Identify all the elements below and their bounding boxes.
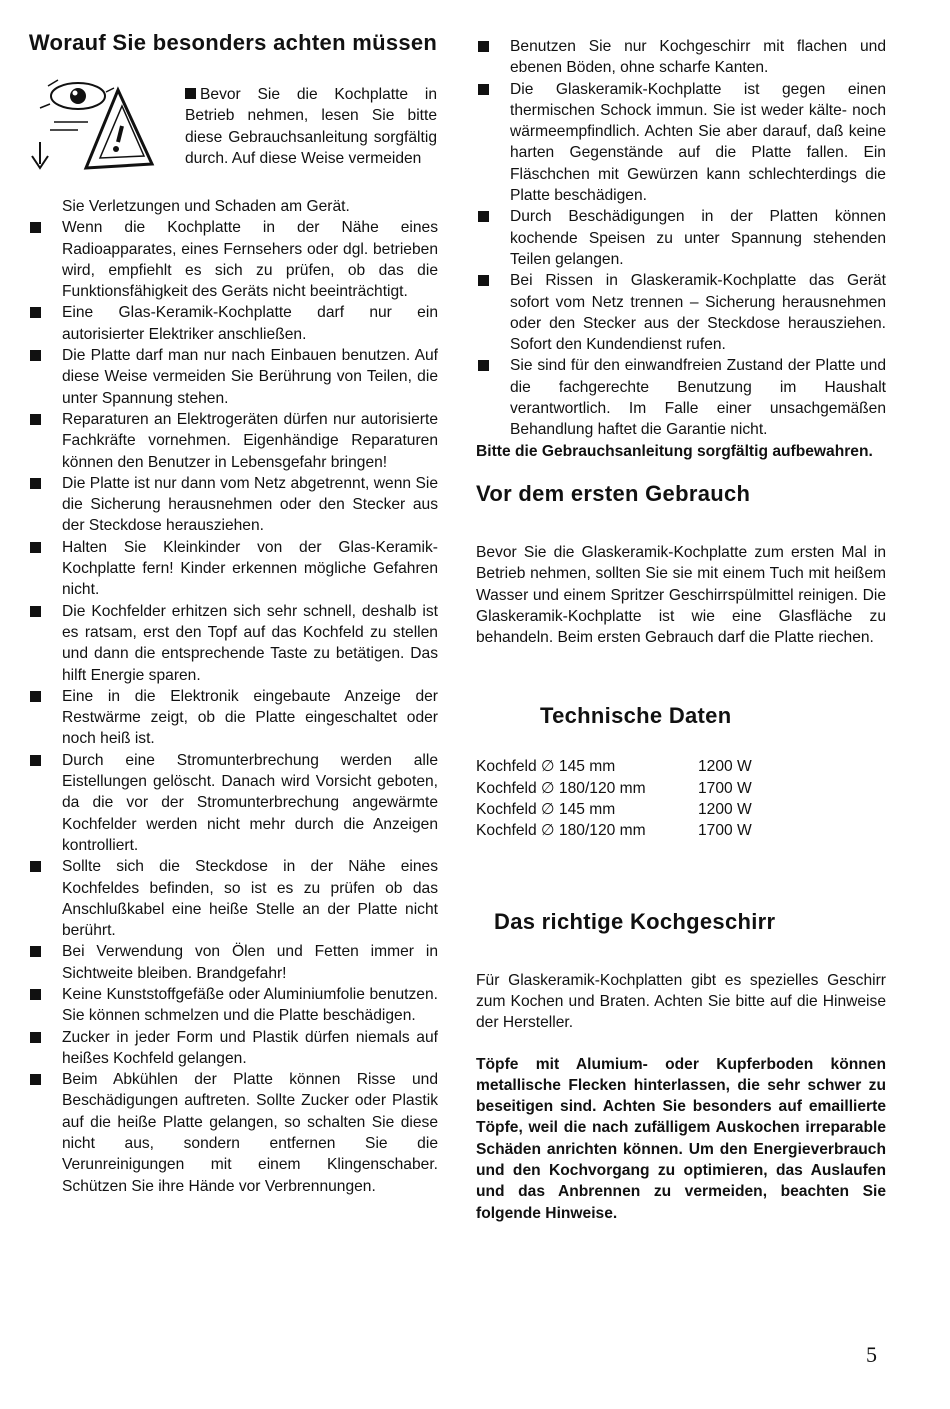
cookware-text: Für Glaskeramik-Kochplatten gibt es spezielles Geschirr zum Kochen und Braten. Achten Sie bitte auf die Hinweise der Hersteller.: [476, 971, 886, 1032]
square-bullet-icon: [30, 222, 41, 233]
list-item: Eine in die Elektronik eingebaute Anzeige der Restwärme zeigt, ob die Platte eingeschaltet oder noch heiß ist.: [28, 686, 438, 750]
square-bullet-icon: [185, 88, 196, 99]
list-item: Keine Kunststoffgefäße oder Aluminiumfolie benutzen. Sie können schmelzen und die Platte beschädigen.: [28, 984, 438, 1027]
square-bullet-icon: [30, 946, 41, 957]
tech-data-heading: Technische Daten: [540, 703, 732, 729]
cookware-heading: Das richtige Kochgeschirr: [494, 908, 776, 934]
square-bullet-icon: [30, 307, 41, 318]
square-bullet-icon: [30, 1032, 41, 1043]
list-item: Halten Sie Kleinkinder von der Glas-Keramik-Kochplatte fern! Kinder erkennen mögliche Gefahren nicht.: [28, 537, 438, 601]
list-item: Die Kochfelder erhitzen sich sehr schnell, deshalb ist es ratsam, erst den Topf auf das Kochfeld zu stellen und dann die entsprechende Taste zu betätigen. Das hilft Energie sparen.: [28, 601, 438, 686]
intro-tail: Sie Verletzungen und Schaden am Gerät.: [62, 198, 350, 215]
list-item: Bei Rissen in Glaskeramik-Kochplatte das Gerät sofort vom Netz trennen – Sicherung herausnehmen oder den Stecker aus der Steckdose herausziehen. Sofort den Kundendienst rufen.: [476, 270, 886, 355]
list-item: Eine Glas-Keramik-Kochplatte darf nur ein autorisierter Elektriker anschließen.: [28, 302, 438, 345]
square-bullet-icon: [30, 1074, 41, 1085]
intro-text: Bevor Sie die Kochplatte in Betrieb nehmen, lesen Sie bitte diese Gebrauchsanleitung sorgfältig durch. Auf diese Weise vermeiden: [185, 86, 437, 167]
square-bullet-icon: [478, 84, 489, 95]
right-bullet-list: [476, 36, 886, 441]
square-bullet-icon: [30, 691, 41, 702]
square-bullet-icon: [30, 542, 41, 553]
square-bullet-icon: [30, 350, 41, 361]
list-item: Die Glaskeramik-Kochplatte ist gegen einen thermischen Schock immun. Sie ist weder kälte- noch wärmeempfindlich. Achten Sie aber darauf, daß keine harten Gegenstände auf die Platte fallen. Ein Fläschchen mit Gewürzen kann schlechterdings die Platte beschädigen.: [476, 79, 886, 207]
square-bullet-icon: [478, 211, 489, 222]
list-item: Sollte sich die Steckdose in der Nähe eines Kochfeldes befinden, so ist es zu prüfen ob das Anschlußkabel eine heiße Stelle an der Platte nicht berührt.: [28, 856, 438, 941]
cookware-warning: Töpfe mit Alumium- oder Kupferboden können metallische Flecken hinterlassen, die sehr schwer zu beseitigen sind. Achten Sie besonders auf emaillierte Töpfe, weil die nach zufälligem Auskochen irreparable Schäden anrichten können. Um den Energieverbrauch und den Kochvorgang zu optimieren, das Auslaufen und das Anbrennen zu vermeiden, beachten Sie folgende Hinweise.: [476, 1055, 886, 1222]
list-item: Durch Beschädigungen in der Platten können kochende Speisen zu unter Spannung stehenden Teilen gelangen.: [476, 206, 886, 270]
list-item: Sie sind für den einwandfreien Zustand der Platte und die fachgerechte Benutzung im Haushalt verantwortlich. Im Falle einer unsachgemäßen Behandlung haftet die Garantie nicht.: [476, 355, 886, 440]
list-item: Durch eine Stromunterbrechung werden alle Eistellungen gelöscht. Danach wird Vorsicht geboten, da die vor der Stromunterbrechung angewärmte Kochfelder werden nicht mehr durch die Anzeigen kontrolliert.: [28, 750, 438, 856]
list-item: Die Platte ist nur dann vom Netz abgetrennt, wenn Sie die Sicherung herausnehmen oder den Stecker aus der Steckdose herausziehen.: [28, 473, 438, 537]
left-bullet-list: [28, 217, 438, 1197]
list-item: Wenn die Kochplatte in der Nähe eines Radioapparates, eines Fernsehers oder dgl. betrieben wird, empfiehlt es sich zu prüfen, ob das die Funktionsfähigkeit des Geräts nicht beeinträchtigt.: [28, 217, 438, 302]
square-bullet-icon: [30, 478, 41, 489]
first-use-text: Bevor Sie die Glaskeramik-Kochplatte zum ersten Mal in Betrieb nehmen, sollten Sie sie mit einem Tuch mit heißem Wasser und einem Spritzer Geschirrspülmittel reinigen. Die Glaskeramik-Kochplatte ist wie eine Glasfläche zu behandeln. Beim ersten Gebrauch darf die Platte riechen.: [476, 543, 886, 647]
spec-table: [476, 756, 886, 841]
table-row: Kochfeld ∅ 145 mm 1200 W: [476, 801, 752, 819]
eye-warning-triangle-icon: [28, 72, 158, 184]
page-number: 5: [866, 1342, 877, 1367]
list-item: Bei Verwendung von Ölen und Fetten immer in Sichtweite bleiben. Brandgefahr!: [28, 941, 438, 984]
square-bullet-icon: [30, 861, 41, 872]
square-bullet-icon: [30, 755, 41, 766]
keep-instructions-note: Bitte die Gebrauchsanleitung sorgfältig aufbewahren.: [476, 442, 873, 460]
first-use-heading: Vor dem ersten Gebrauch: [476, 480, 751, 506]
list-item: Zucker in jeder Form und Plastik dürfen niemals auf heißes Kochfeld gelangen.: [28, 1027, 438, 1070]
table-row: Kochfeld ∅ 180/120 mm 1700 W: [476, 779, 752, 797]
square-bullet-icon: [478, 41, 489, 52]
square-bullet-icon: [30, 989, 41, 1000]
list-item: Reparaturen an Elektrogeräten dürfen nur autorisierte Fachkräfte vornehmen. Eigenhändige Reparaturen können den Benutzer in Lebensgefahr bringen!: [28, 409, 438, 473]
table-row: Kochfeld ∅ 180/120 mm 1700 W: [476, 822, 752, 840]
intro-block: [28, 72, 438, 204]
list-item: Beim Abkühlen der Platte können Risse und Beschädigungen auftreten. Sollte Zucker oder Plastik auf die heiße Platte gelangen, so schalten Sie diese nicht aus, sondern entfernen Sie die Verunreinigungen mit einem Klingenschaber. Schützen Sie ihre Hände vor Verbrennungen.: [28, 1069, 438, 1197]
list-item: Die Platte darf man nur nach Einbauen benutzen. Auf diese Weise vermeiden Sie Berührung von Teilen, die unter Spannung stehen.: [28, 345, 438, 409]
square-bullet-icon: [30, 606, 41, 617]
list-item: Benutzen Sie nur Kochgeschirr mit flachen und ebenen Böden, ohne scharfe Kanten.: [476, 36, 886, 79]
left-column: [28, 28, 438, 1197]
square-bullet-icon: [478, 275, 489, 286]
safety-heading: Worauf Sie besonders achten müssen: [28, 30, 438, 55]
square-bullet-icon: [30, 414, 41, 425]
square-bullet-icon: [478, 360, 489, 371]
right-column: [476, 36, 886, 1224]
table-row: Kochfeld ∅ 145 mm 1200 W: [476, 758, 752, 776]
